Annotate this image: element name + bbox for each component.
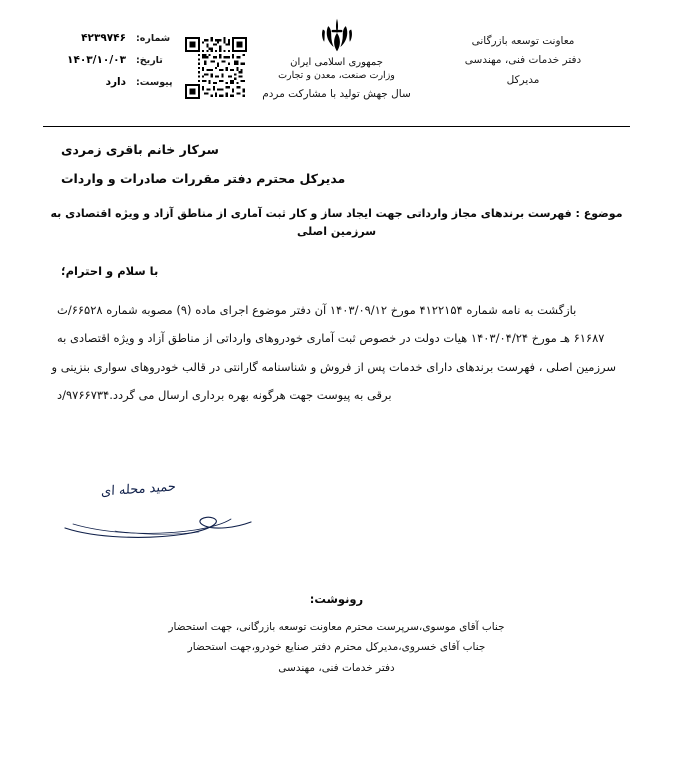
date-label: تاریخ: (136, 55, 163, 66)
department-line-2: دفتر خدمات فنی، مهندسی (464, 54, 582, 67)
cc-item: جناب آقای موسوی،سرپرست محترم معاونت توسعه بازرگانی، جهت استحضار (168, 621, 505, 633)
signature-flourish-icon (55, 494, 305, 544)
cc-block (43, 592, 630, 678)
qr-code-icon[interactable] (185, 34, 247, 102)
date-value: ۱۴۰۳/۱۰/۰۳ (67, 54, 126, 66)
letter-header (0, 14, 673, 114)
ministry-block (222, 14, 452, 100)
meta-row-number (28, 32, 178, 44)
cc-item: جناب آقای خسروی،مدیرکل محترم دفتر صنایع خودرو،جهت استحضار (187, 641, 486, 654)
addressee-role: مدیرکل محترم دفتر مقررات صادرات و واردات (61, 171, 346, 186)
attachment-label: پیوست: (136, 77, 173, 88)
number-label: شماره: (136, 33, 171, 44)
meta-row-attachment (28, 76, 178, 88)
header-divider (43, 126, 630, 127)
addressee-name: سرکار خانم باقری زمردی (61, 142, 219, 157)
signature-block (55, 468, 305, 548)
department-line-3: مدیرکل (506, 73, 540, 86)
body-line: ۶۱۶۸۷ هـ مورخ ۱۴۰۳/۰۴/۲۴ هیات دولت در خصوص ثبت آماری خودروهای وارداتی از مناطق آزاد و ویژه اقتصادی به (57, 331, 605, 346)
body-line: بازگشت به نامه شماره ۴۱۲۲۱۵۴ مورخ ۱۴۰۳/۰۹/۱۲ آن دفتر موضوع اجرای ماده (۹) مصوبه شماره ۶۶۵۲۸/ث (57, 303, 577, 318)
ministry-name: وزارت صنعت، معدن و تجارت (278, 70, 395, 81)
addressee-block (43, 142, 630, 186)
cc-title: رونوشت: (309, 592, 364, 606)
subject-line: موضوع : فهرست برندهای مجاز وارداتی جهت ایجاد ساز و کار ثبت آماری از مناطق آزاد و ویژه اقتصادی به سرزمین اصلی (50, 207, 623, 238)
body-line: برقی به پیوست جهت هرگونه بهره برداری ارسال می گردد.۹۷۶۶۷۳۴/د (57, 387, 392, 402)
letter-body (43, 142, 630, 409)
meta-row-date (28, 54, 178, 66)
iran-emblem-icon (320, 16, 354, 54)
cc-item: دفتر خدمات فنی، مهندسی (278, 661, 395, 674)
ministry-country: جمهوری اسلامی ایران (290, 57, 383, 68)
body-line: سرزمین اصلی ، فهرست برندهای دارای خدمات پس از فروش و شناسنامه گارانتی در قالب خودروهای سواری بنزینی و (51, 359, 616, 374)
department-line-1: معاونت توسعه بازرگانی (471, 35, 575, 47)
cc-list (43, 617, 630, 678)
body-paragraph (43, 296, 630, 409)
signature-name: حمید محله ای (100, 479, 177, 500)
number-value: ۴۲۳۹۷۴۶ (81, 32, 126, 44)
letter-meta-block (28, 32, 178, 98)
year-slogan: سال جهش تولید با مشارکت مردم (262, 88, 411, 100)
greeting-line: با سلام و احترام؛ (61, 264, 159, 279)
attachment-value: دارد (105, 76, 126, 88)
